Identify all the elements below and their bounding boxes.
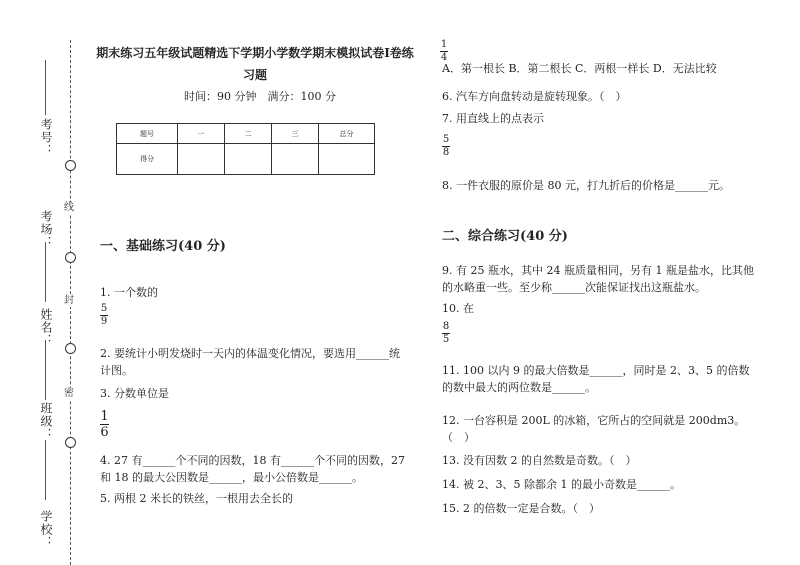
binding-hole	[65, 160, 76, 171]
score-table-header-row	[117, 124, 375, 144]
question-13: 13. 没有因数 2 的自然数是奇数。（ ）	[442, 454, 637, 467]
exam-number-label: 考号：	[39, 118, 53, 157]
binding-hole	[65, 343, 76, 354]
question-5-options: A．第一根长 B．第二根长 C．两根一样长 D．无法比较	[442, 62, 717, 75]
seal-char: 线	[64, 202, 74, 213]
question-12: 12. 一台容积是 200L 的冰箱，它所占的空间就是 200dm3。（ ）	[442, 414, 746, 444]
question-1: 1. 一个数的	[100, 286, 158, 299]
section-2-title: 二、综合练习(40 分)	[442, 229, 568, 244]
question-15: 15. 2 的倍数一定是合数。（ ）	[442, 502, 600, 515]
question-7: 7. 用直线上的点表示	[442, 112, 544, 125]
score-table-header: 二	[225, 124, 272, 144]
fraction-denominator: 9	[100, 316, 108, 327]
fraction-denominator: 6	[100, 425, 109, 440]
binding-hole	[65, 437, 76, 448]
seal-char: 密	[64, 388, 74, 399]
question-2: 2. 要统计小明发烧时一天内的体温变化情况，要选用______统计图。	[100, 347, 400, 377]
question-4: 4. 27 有______个不同的因数，18 有______个不同的因数，27 和 18 的最大公因数是______，最小公倍数是______。	[100, 454, 405, 484]
exam-title: 期末练习五年级试题精选下学期小学数学期末模拟试卷Ⅰ卷练习题	[96, 46, 414, 82]
class-line	[45, 440, 46, 500]
seal-char: 封	[64, 295, 74, 306]
score-cell[interactable]	[178, 144, 225, 175]
question-3-fraction	[100, 410, 109, 439]
score-table-header: 题号	[117, 124, 178, 144]
score-cell[interactable]	[319, 144, 375, 175]
question-7-fraction	[442, 135, 450, 158]
name-label: 姓名：	[39, 308, 53, 347]
score-table-header: 一	[178, 124, 225, 144]
question-6: 6. 汽车方向盘转动是旋转现象。（ ）	[442, 90, 627, 103]
score-table-header: 三	[272, 124, 319, 144]
fraction-denominator: 5	[442, 334, 450, 345]
name-line	[45, 340, 46, 400]
school-label: 学校：	[39, 510, 53, 549]
fraction-numerator: 5	[100, 303, 108, 314]
question-10-fraction	[442, 322, 450, 345]
binding-hole	[65, 252, 76, 263]
fraction-denominator: 8	[442, 147, 450, 158]
question-8: 8. 一件衣服的原价是 80 元，打九折后的价格是______元。	[442, 179, 730, 192]
class-label: 班级：	[39, 402, 53, 441]
fraction-numerator: 5	[442, 134, 450, 145]
question-10: 10. 在	[442, 302, 474, 315]
score-table	[116, 123, 375, 175]
score-cell[interactable]	[225, 144, 272, 175]
exam-room-label: 考场：	[39, 210, 53, 249]
question-14: 14. 被 2、3、5 除都余 1 的最小奇数是______。	[442, 478, 681, 491]
exam-room-line	[45, 242, 46, 302]
exam-subtitle: 时间：90 分钟 满分：100 分	[184, 90, 336, 103]
score-row-label: 得分	[117, 144, 178, 175]
exam-number-line	[45, 60, 46, 115]
fraction-denominator: 4	[440, 52, 448, 63]
score-table-row	[117, 144, 375, 175]
fraction-numerator: 1	[100, 409, 109, 424]
score-table-header: 总分	[319, 124, 375, 144]
question-5: 5. 两根 2 米长的铁丝，一根用去全长的	[100, 492, 293, 505]
question-1-fraction	[100, 304, 108, 327]
fraction-numerator: 1	[440, 39, 448, 50]
score-cell[interactable]	[272, 144, 319, 175]
question-3: 3. 分数单位是	[100, 387, 169, 400]
question-11: 11. 100 以内 9 的最大倍数是______，同时是 2、3、5 的倍数的数中最大的两位数是______。	[442, 364, 750, 394]
section-1-title: 一、基础练习(40 分)	[100, 239, 226, 254]
question-9: 9. 有 25 瓶水，其中 24 瓶质量相同，另有 1 瓶是盐水，比其他的水略重一些。至少称______次能保证找出这瓶盐水。	[442, 264, 754, 294]
fraction-numerator: 8	[442, 321, 450, 332]
